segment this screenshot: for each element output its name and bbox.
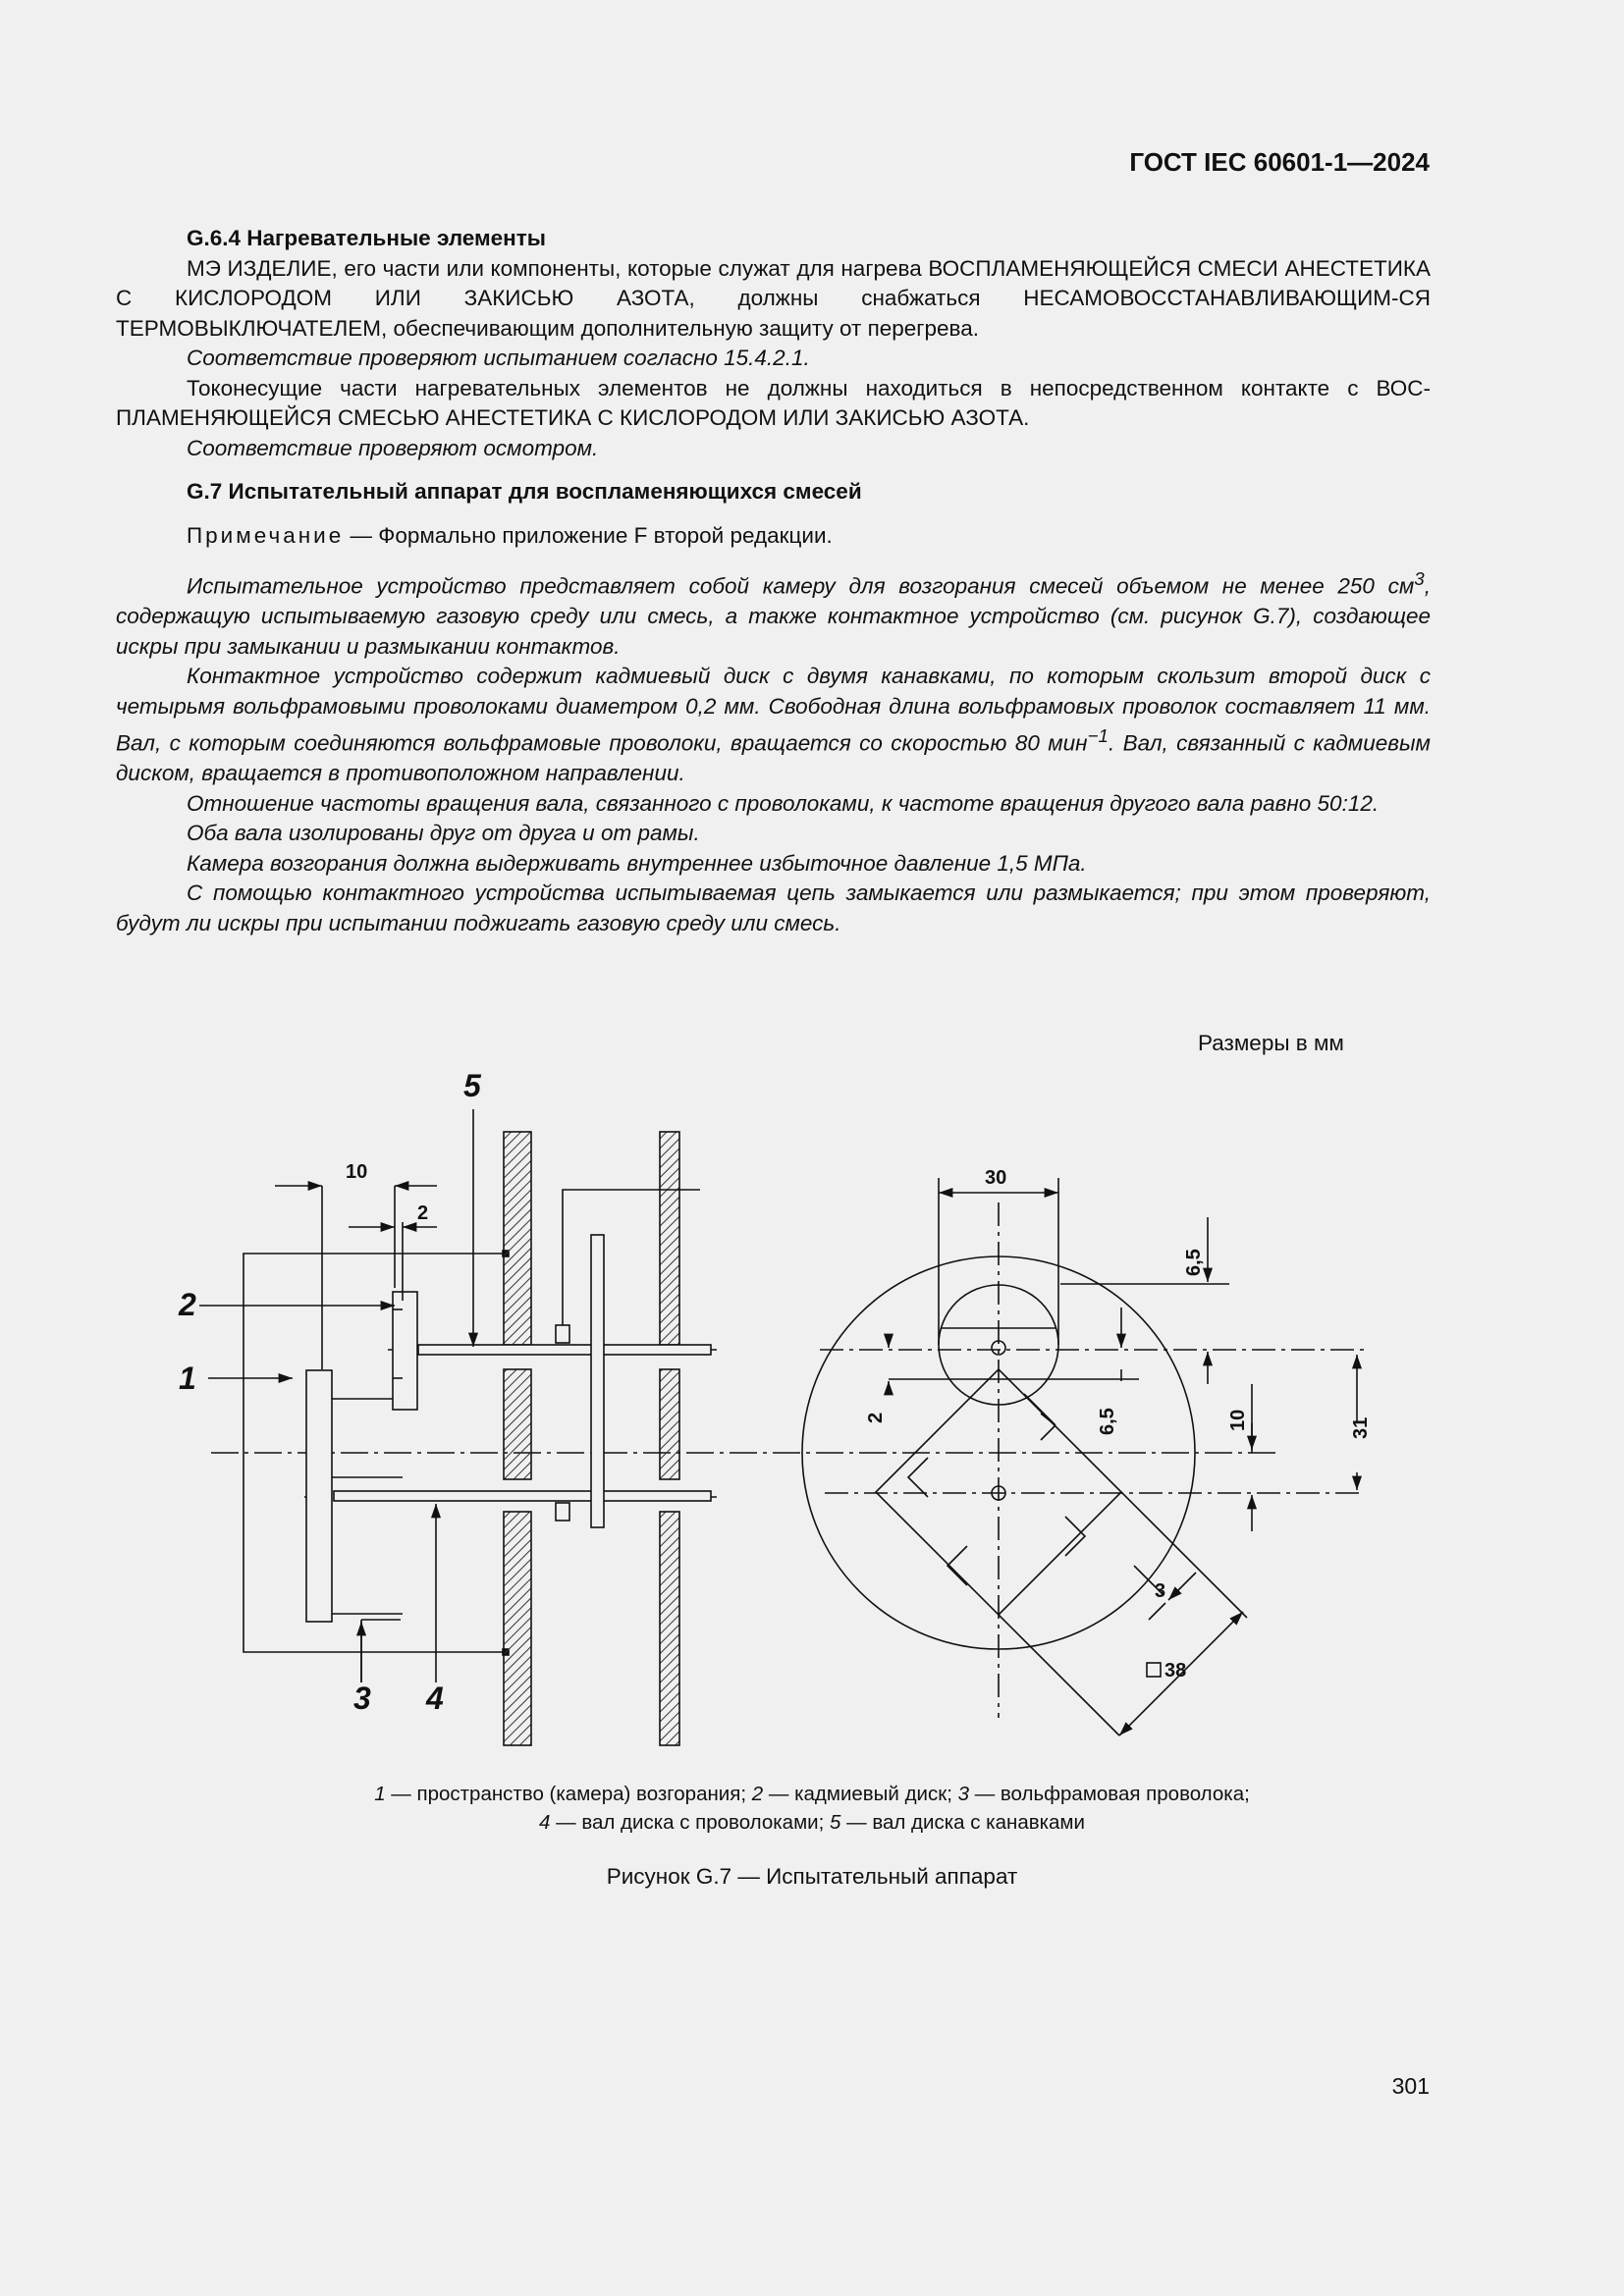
bracket-1: [1024, 1394, 1056, 1440]
figure-legend: [0, 1780, 1624, 1837]
dim-3-ext: [1149, 1603, 1165, 1620]
legend-text-2: — кадмиевый диск;: [763, 1783, 958, 1805]
legend-line-2: [0, 1808, 1624, 1837]
legend-num-5: 5: [830, 1811, 841, 1834]
p2-text-a: Контактное устройство содержит кадмиевый диск с двумя канавками, по которым скользит второй диск с четырьмя вольфрамовыми проволоками диаметром 0,2 мм. Свободная длина вольфрамовых проволок составляет 11 мм. Вал, с которым соединяются вольфрамовые проволоки, вращается со скоростью 80 мин: [116, 664, 1431, 756]
bushing-top: [556, 1325, 569, 1343]
frame-wall-2a: [660, 1132, 679, 1345]
p1-text-a: Испытательное устройство представляет собой камеру для возгорания смесей объемом не менее 250 см: [187, 573, 1415, 599]
legend-line-1: [0, 1780, 1624, 1808]
section-g7-p6: С помощью контактного устройства испытываемая цепь замыкается или размыкается; при этом проверяют, будут ли искры при испытании поджигать газовую среду или смесь.: [116, 881, 1431, 935]
p1-text-b: , содержащую испытываемую газовую среду или смесь, а также контактное устройство (см. рисунок G.7), создающее искры при замыкании и размыкании контактов.: [116, 573, 1431, 659]
dim-30-text: 30: [985, 1167, 1007, 1189]
section-g64-p4: Соответствие проверяют осмотром.: [187, 435, 599, 460]
note-text: — Формально приложение F второй редакции.: [344, 522, 833, 548]
p1-sup: 3: [1414, 568, 1425, 589]
legend-text-1: — пространство (камера) возгорания;: [385, 1783, 752, 1805]
frame-wall-1b: [504, 1369, 531, 1479]
legend-num-3: 3: [957, 1783, 969, 1805]
legend-text-4: — вал диска с проволоками;: [550, 1811, 831, 1834]
section-g7-p4: Оба вала изолированы друг от друга и от рамы.: [187, 821, 700, 845]
note: [116, 521, 1431, 552]
legend-text-5: — вал диска с канавками: [840, 1811, 1085, 1834]
frame-wall-2c: [660, 1512, 679, 1745]
dim-6-5-top-text: 6,5: [1183, 1249, 1205, 1276]
frame-wall-1a: [504, 1132, 531, 1345]
section-g7-p5: Камера возгорания должна выдерживать внутреннее избыточное давление 1,5 МПа.: [187, 850, 1087, 876]
dim-2-left-text: 2: [417, 1202, 429, 1224]
callout-4: 4: [426, 1681, 444, 1716]
callout-5: 5: [463, 1068, 481, 1103]
bracket-3: [1065, 1517, 1085, 1556]
section-g64-p1: МЭ ИЗДЕЛИЕ, его части или компоненты, которые служат для нагрева ВОСПЛАМЕНЯЮЩЕЙСЯ СМЕСИ АНЕСТЕТИКА С КИСЛОРОДОМ ИЛИ ЗАКИСЬЮ АЗОТА, должны снабжаться НЕСАМОВОССТАНАВЛИВАЮЩИМ-СЯ ТЕРМОВЫКЛЮЧАТЕЛЕМ, обеспечивающим дополнительную защиту от перегрева.: [116, 255, 1431, 341]
legend-num-2: 2: [751, 1783, 764, 1805]
ext-38-a: [1121, 1492, 1247, 1618]
figure-caption: Рисунок G.7 — Испытательный аппарат: [606, 1864, 1018, 1889]
section-g64-p2: Соответствие проверяют испытанием согласно 15.4.2.1.: [187, 346, 810, 370]
standard-header: ГОСТ IEC 60601-1—2024: [1129, 147, 1430, 177]
section-g7-p3: Отношение частоты вращения вала, связанного с проволоками, к частоте вращения другого вала равно 50:12.: [187, 790, 1380, 816]
section-g7-p2: [116, 662, 1431, 789]
section-g7-title: G.7 Испытательный аппарат для воспламеняющихся смесей: [187, 479, 862, 504]
dim-3-text: 3: [1155, 1580, 1166, 1602]
callout-3: 3: [353, 1681, 371, 1716]
units-note: Размеры в мм: [1198, 1031, 1344, 1055]
callout-2: 2: [179, 1287, 196, 1322]
dim-10-left-text: 10: [346, 1161, 368, 1183]
legend-num-4: 4: [539, 1811, 551, 1834]
gear-plate: [591, 1235, 604, 1527]
dim-2-right-text: 2: [865, 1412, 887, 1423]
shaft-5: [418, 1345, 711, 1355]
ext-38-b: [999, 1615, 1119, 1735]
frame-wall-2b: [660, 1369, 679, 1479]
section-g64-p3: Токонесущие части нагревательных элементов не должны находиться в непосредственном контакте с ВОС-ПЛАМЕНЯЮЩЕЙСЯ СМЕСЬЮ АНЕСТЕТИКА С КИСЛОРОДОМ ИЛИ ЗАКИСЬЮ АЗОТА.: [116, 375, 1431, 430]
body-text: [116, 224, 1431, 938]
legend-text-3: — вольфрамовая проволока;: [969, 1783, 1250, 1805]
p2-text-b: . Вал, связанный с кадмиевым диском, вращается в противоположном направлении.: [116, 730, 1431, 785]
bushing-bottom: [556, 1503, 569, 1521]
callout-1: 1: [179, 1361, 196, 1396]
dim-10-right-text: 10: [1227, 1409, 1249, 1431]
bracket-2: [908, 1458, 928, 1497]
figure-drawing: [147, 1060, 1424, 1767]
frame-wall-1c: [504, 1512, 531, 1745]
legend-num-1: 1: [374, 1783, 386, 1805]
section-g64-title: G.6.4 Нагревательные элементы: [187, 226, 547, 250]
note-label: Примечание: [187, 522, 345, 548]
p2-sup: −1: [1087, 725, 1109, 746]
dim-3-arrow: [1168, 1573, 1196, 1600]
wire-disk: [306, 1370, 332, 1622]
dim-31-text: 31: [1350, 1416, 1372, 1439]
section-g7-p1: [116, 564, 1431, 662]
dim-38-text: 38: [1164, 1660, 1187, 1682]
shaft-4: [334, 1491, 711, 1501]
page-number: 301: [1391, 2073, 1430, 2099]
square-symbol: [1147, 1663, 1161, 1677]
dim-6-5-mid-text: 6,5: [1097, 1408, 1118, 1435]
